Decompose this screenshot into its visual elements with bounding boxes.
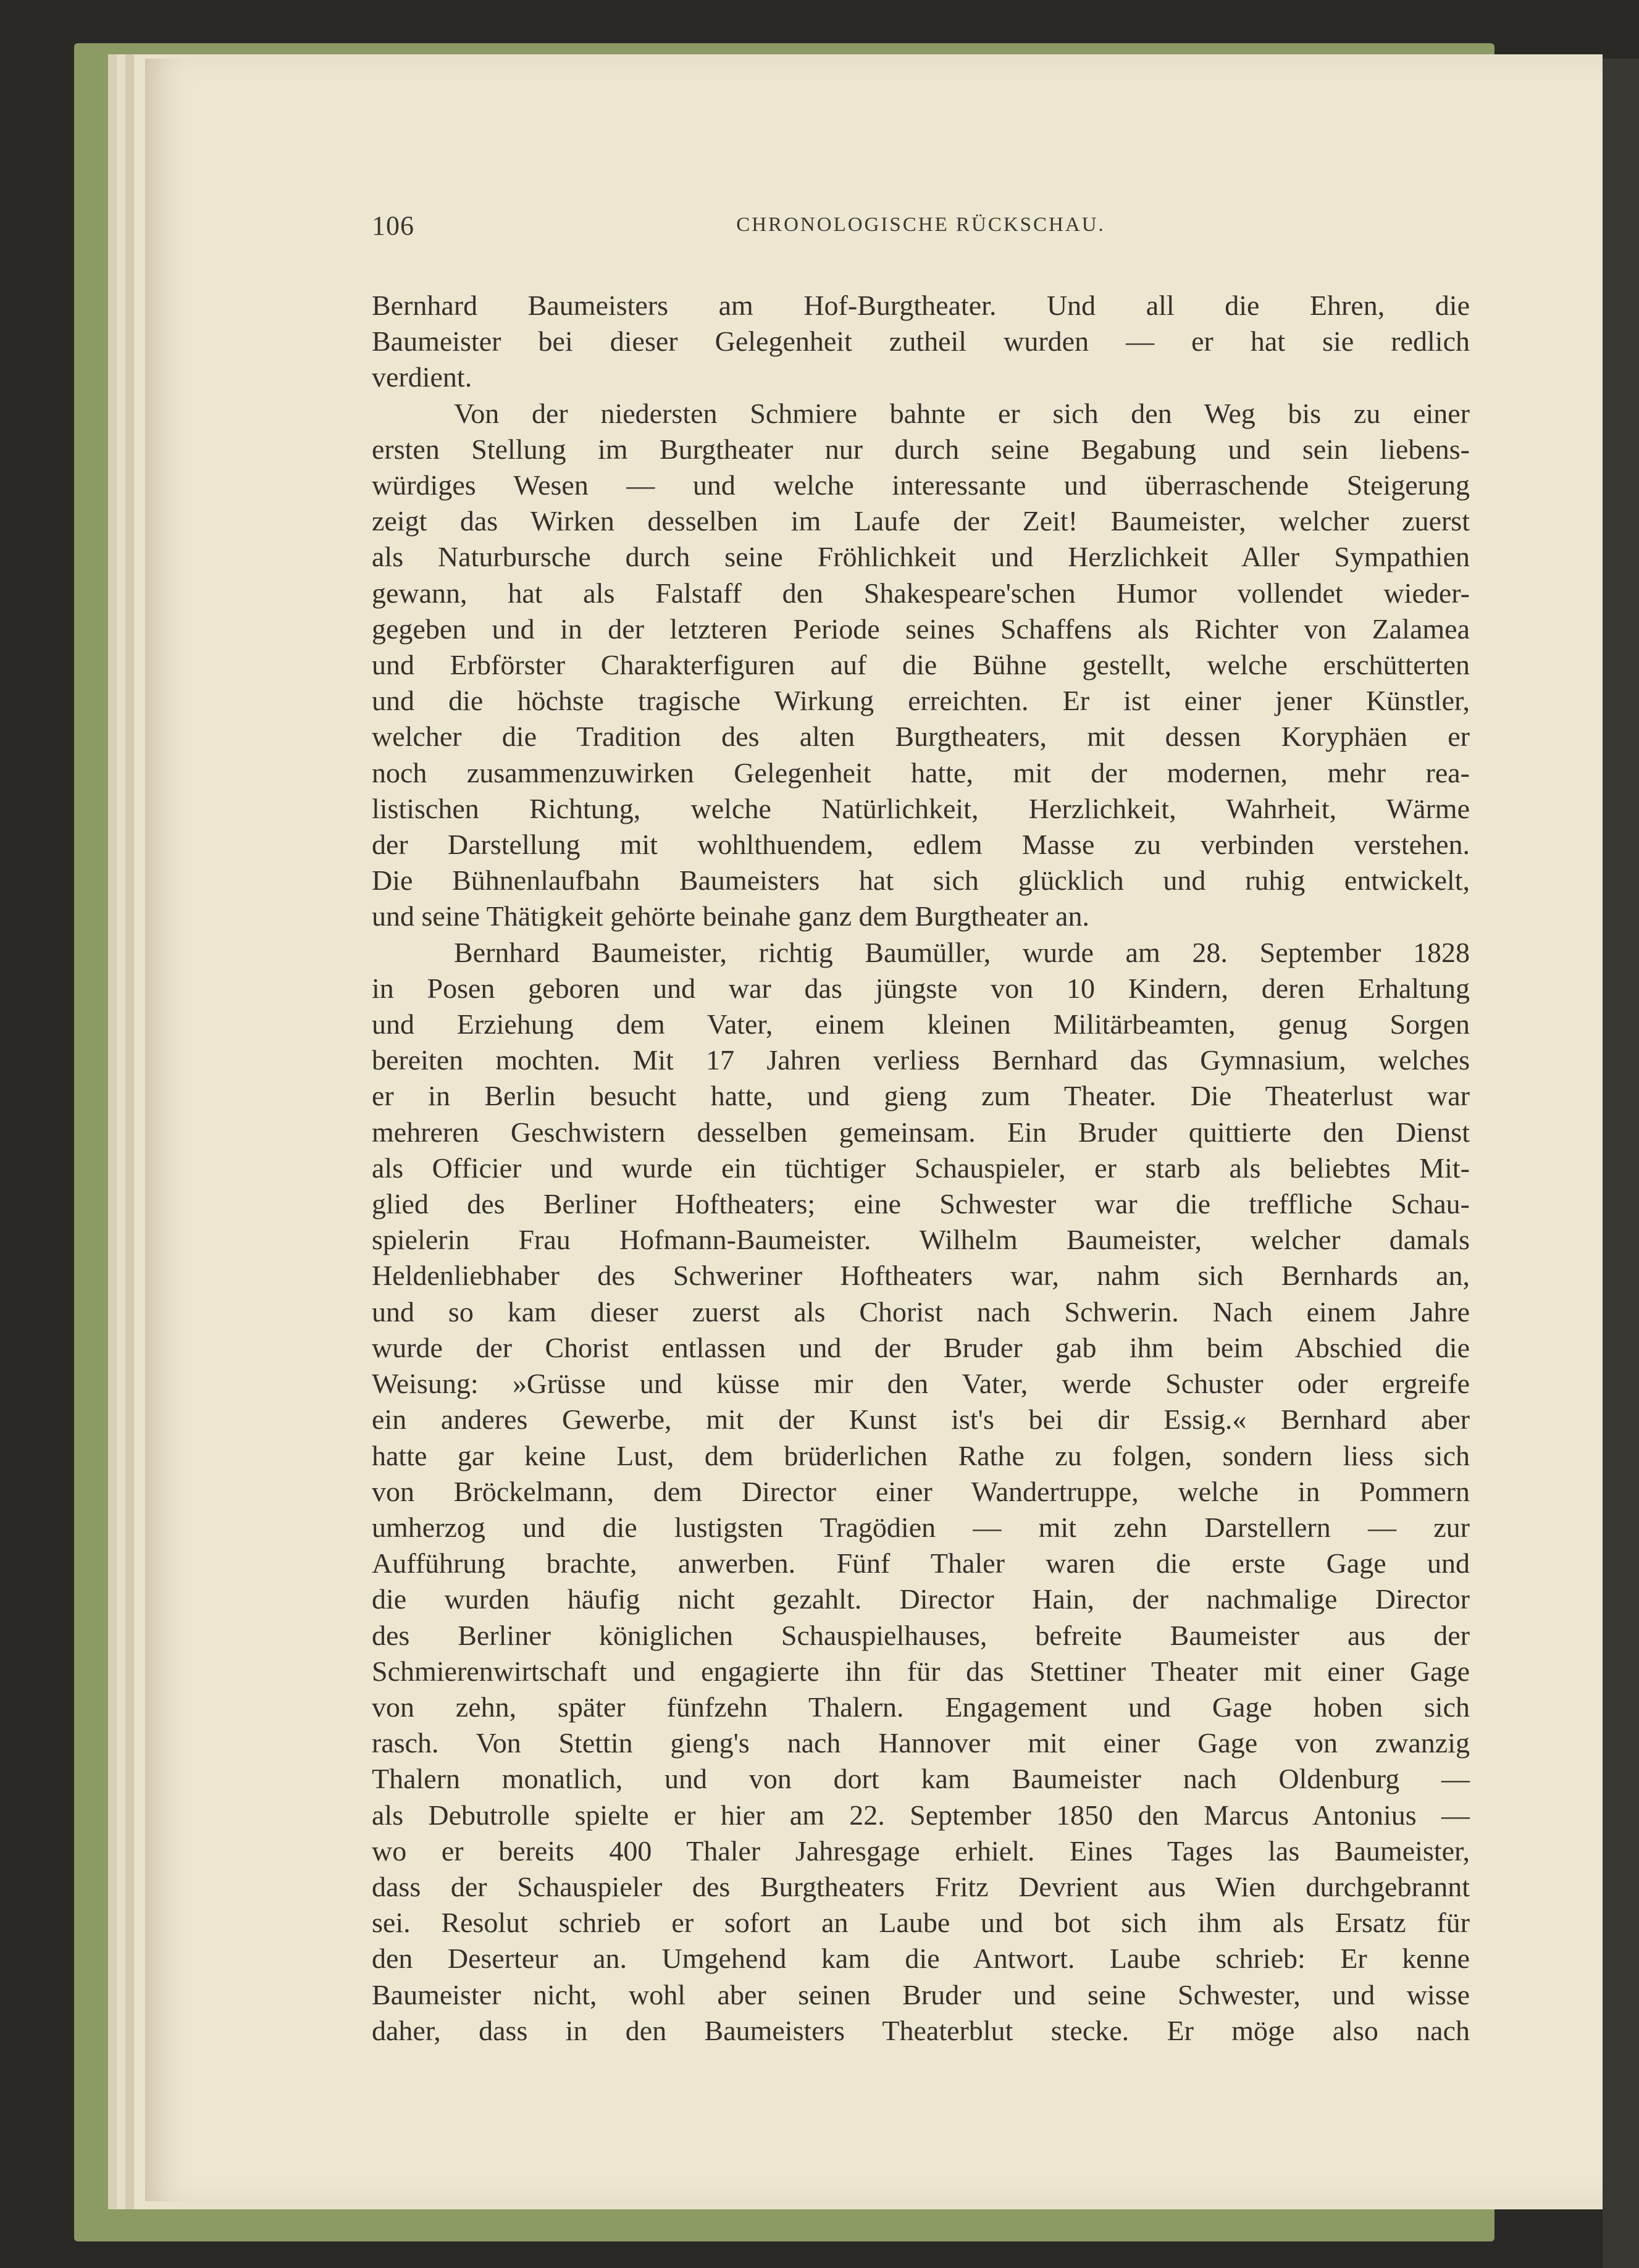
text-line: als Naturbursche durch seine Fröhlichkeit und Herzlichkeit Aller Sympathien (372, 541, 1470, 573)
text-line: Aufführung brachte, anwerben. Fünf Thaler waren die erste Gage und (372, 1547, 1470, 1580)
paragraph (372, 288, 1470, 396)
text-line: als Debutrolle spielte er hier am 22. September 1850 den Marcus Antonius — (372, 1799, 1470, 1831)
body-text (372, 288, 1470, 2049)
text-line: würdiges Wesen — und welche interessante und überraschende Steigerung (372, 469, 1470, 501)
text-line: Baumeister nicht, wohl aber seinen Bruder und seine Schwester, und wisse (372, 1978, 1470, 2011)
text-line: und Erziehung dem Vater, einem kleinen Militärbeamten, genug Sorgen (372, 1008, 1470, 1040)
text-line: gewann, hat als Falstaff den Shakespeare'schen Humor vollendet wieder- (372, 577, 1470, 609)
paragraph (372, 935, 1470, 2049)
text-line: mehreren Geschwistern desselben gemeinsam. Ein Bruder quittierte den Dienst (372, 1116, 1470, 1148)
text-line: Schmierenwirtschaft und engagierte ihn für das Stettiner Theater mit einer Gage (372, 1655, 1470, 1687)
text-line: wo er bereits 400 Thaler Jahresgage erhielt. Eines Tages las Baumeister, (372, 1835, 1470, 1867)
text-line: und Erbförster Charakterfiguren auf die Bühne gestellt, welche erschütterten (372, 649, 1470, 681)
text-line: von zehn, später fünfzehn Thalern. Engagement und Gage hoben sich (372, 1691, 1470, 1723)
text-line: und seine Thätigkeit gehörte beinahe ganz dem Burgtheater an. (372, 900, 1089, 932)
text-line: sei. Resolut schrieb er sofort an Laube und bot sich ihm als Ersatz für (372, 1907, 1470, 1939)
text-line: verdient. (372, 361, 472, 393)
running-title: CHRONOLOGISCHE RÜCKSCHAU. (736, 214, 1105, 236)
text-line: die wurden häufig nicht gezahlt. Director Hain, der nachmalige Director (372, 1583, 1470, 1615)
text-line: glied des Berliner Hoftheaters; eine Schwester war die treffliche Schau- (372, 1188, 1470, 1220)
text-line: Bernhard Baumeisters am Hof-Burgtheater. Und all die Ehren, die (372, 290, 1470, 321)
text-line: gegeben und in der letzteren Periode seines Schaffens als Richter von Zalamea (372, 613, 1470, 645)
text-line: Bernhard Baumeister, richtig Baumüller, wurde am 28. September 1828 (454, 936, 1470, 968)
text-line: als Officier und wurde ein tüchtiger Schauspieler, er starb als beliebtes Mit- (372, 1152, 1470, 1184)
text-line: den Deserteur an. Umgehend kam die Antwort. Laube schrieb: Er kenne (372, 1943, 1470, 1975)
page-header (372, 210, 1470, 247)
text-line: welcher die Tradition des alten Burgtheaters, mit dessen Koryphäen er (372, 721, 1470, 753)
text-line: Die Bühnenlaufbahn Baumeisters hat sich glücklich und ruhig entwickelt, (372, 864, 1470, 897)
text-line: bereiten mochten. Mit 17 Jahren verliess Bernhard das Gymnasium, welches (372, 1044, 1470, 1076)
text-line: Baumeister bei dieser Gelegenheit zutheil wurden — er hat sie redlich (372, 325, 1470, 358)
page-edge-shadow (1603, 59, 1639, 2268)
text-line: wurde der Chorist entlassen und der Bruder gab ihm beim Abschied die (372, 1331, 1470, 1363)
text-line: von Bröckelmann, dem Director einer Wandertruppe, welche in Pommern (372, 1475, 1470, 1507)
page-number: 106 (372, 211, 414, 241)
text-line: er in Berlin besucht hatte, und gieng zum Theater. Die Theaterlust war (372, 1080, 1470, 1112)
text-line: ein anderes Gewerbe, mit der Kunst ist's bei dir Essig.« Bernhard aber (372, 1404, 1470, 1436)
text-line: Heldenliebhaber des Schweriner Hoftheaters war, nahm sich Bernhards an, (372, 1260, 1470, 1292)
text-line: spielerin Frau Hofmann-Baumeister. Wilhelm Baumeister, welcher damals (372, 1224, 1470, 1256)
text-line: dass der Schauspieler des Burgtheaters Fritz Devrient aus Wien durchgebrannt (372, 1870, 1470, 1902)
text-line: umherzog und die lustigsten Tragödien — mit zehn Darstellern — zur (372, 1511, 1470, 1543)
text-line: Von der niedersten Schmiere bahnte er sich den Weg bis zu einer (454, 397, 1470, 429)
text-line: zeigt das Wirken desselben im Laufe der Zeit! Baumeister, welcher zuerst (372, 505, 1470, 537)
text-line: rasch. Von Stettin gieng's nach Hannover mit einer Gage von zwanzig (372, 1727, 1470, 1759)
text-line: und die höchste tragische Wirkung erreichten. Er ist einer jener Künstler, (372, 685, 1470, 717)
text-line: noch zusammenzuwirken Gelegenheit hatte, mit der modernen, mehr rea- (372, 756, 1470, 789)
paragraph (372, 396, 1470, 935)
text-line: der Darstellung mit wohlthuendem, edlem Masse zu verbinden verstehen. (372, 829, 1470, 861)
text-line: ersten Stellung im Burgtheater nur durch seine Begabung und sein liebens- (372, 433, 1470, 465)
text-line: listischen Richtung, welche Natürlichkeit, Herzlichkeit, Wahrheit, Wärme (372, 792, 1470, 824)
text-line: des Berliner königlichen Schauspielhauses, befreite Baumeister aus der (372, 1619, 1470, 1651)
text-line: daher, dass in den Baumeisters Theaterblut stecke. Er möge also nach (372, 2014, 1470, 2046)
text-line: und so kam dieser zuerst als Chorist nach Schwerin. Nach einem Jahre (372, 1295, 1470, 1328)
text-line: hatte gar keine Lust, dem brüderlichen Rathe zu folgen, sondern liess sich (372, 1439, 1470, 1471)
text-line: Weisung: »Grüsse und küsse mir den Vater, werde Schuster oder ergreife (372, 1368, 1470, 1400)
text-line: in Posen geboren und war das jüngste von 10 Kindern, deren Erhaltung (372, 972, 1470, 1004)
text-line: Thalern monatlich, und von dort kam Baumeister nach Oldenburg — (372, 1763, 1470, 1795)
